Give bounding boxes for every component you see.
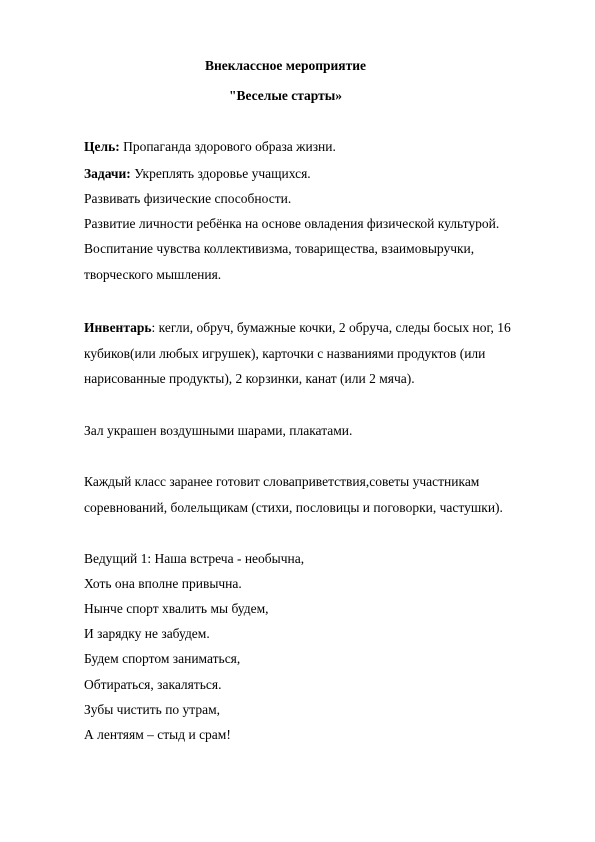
inventory-line-3: нарисованные продукты), 2 корзинки, канат (или 2 мяча). (84, 371, 415, 386)
inventory-line-1 (84, 320, 511, 336)
class-line-1: Каждый класс заранее готовит словаприветствия,советы участникам (84, 474, 480, 489)
goal-text: Пропаганда здорового образа жизни. (119, 139, 336, 154)
verse-line-1: Ведущий 1: Наша встреча - необычна, (84, 551, 305, 566)
title-line-1-text: Внеклассное мероприятие (205, 58, 366, 73)
title-line-2-text: "Веселые старты» (228, 88, 343, 103)
inventory-label: Инвентарь (84, 320, 152, 335)
tasks-label: Задачи: (84, 166, 131, 181)
class-line-2: соревнований, болельщикам (стихи, пословицы и поговорки, частушки). (84, 500, 503, 515)
hall-line: Зал украшен воздушными шарами, плакатами. (84, 423, 353, 438)
title-line-1 (0, 58, 595, 74)
task-2: Развивать физические способности. (84, 191, 292, 206)
verse-line-8: А лентяям – стыд и срам! (84, 727, 231, 742)
verse-line-4: И зарядку не забудем. (84, 626, 210, 641)
title-line-2 (0, 88, 595, 104)
tasks-line (84, 166, 311, 182)
verse-line-2: Хоть она вполне привычна. (84, 576, 242, 591)
task-4: Воспитание чувства коллективизма, товарищества, взаимовыручки, (84, 241, 475, 256)
verse-line-5: Будем спортом заниматься, (84, 651, 241, 666)
inventory-line-2: кубиков(или любых игрушек), карточки с названиями продуктов (или (84, 346, 486, 361)
tasks-text: Укреплять здоровье учащихся. (130, 166, 311, 181)
goal-line (84, 139, 336, 155)
task-4b: творческого мышления. (84, 267, 222, 282)
verse-line-6: Обтираться, закаляться. (84, 677, 222, 692)
inventory-text: : кегли, обруч, бумажные кочки, 2 обруча, следы босых ног, 16 (151, 320, 511, 335)
verse-line-3: Нынче спорт хвалить мы будем, (84, 601, 269, 616)
task-3: Развитие личности ребёнка на основе овладения физической культурой. (84, 216, 500, 231)
verse-line-7: Зубы чистить по утрам, (84, 702, 221, 717)
goal-label: Цель: (84, 139, 120, 154)
